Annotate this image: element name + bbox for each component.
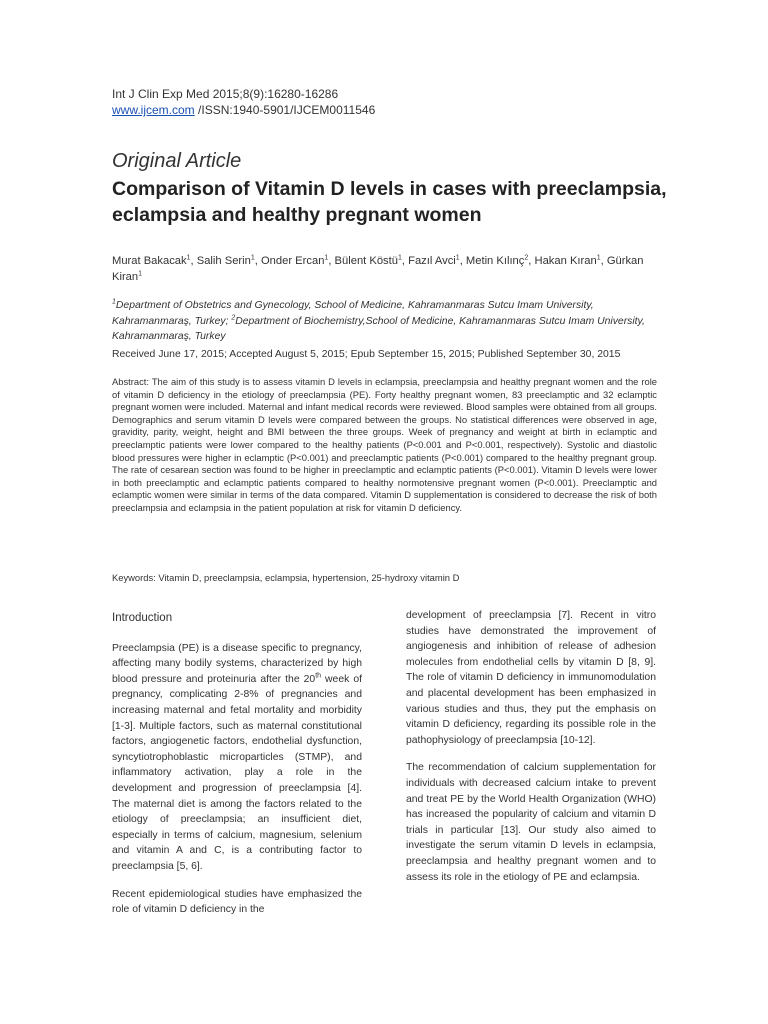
journal-header	[112, 86, 375, 118]
author: Murat Bakacak$^1$	[112, 254, 191, 267]
journal-issn: /ISSN:1940-5901/IJCEM0011546	[194, 103, 376, 117]
author: Bülent Köstü$^1$	[334, 254, 402, 267]
journal-citation: Int J Clin Exp Med 2015;8(9):16280-16286	[112, 87, 339, 101]
keywords	[112, 572, 657, 585]
affiliation-2: Department of Biochemistry,School of Medicine, Kahramanmaras Sutcu Imam University, Kahramanmaraş, Turkey	[112, 315, 645, 342]
author: Onder Ercan$^1$	[260, 254, 329, 267]
journal-url-link[interactable]: www.ijcem.com	[112, 103, 195, 117]
affiliations: $^1$Department of Obstetrics and Gynecology, School of Medicine, Kahramanmaras Sutcu Imam University, Kahramanmaraş, Turkey; $^2$Department of Biochemistry,School of Medicine, Kahramanmaras Sutcu Imam University, Kahramanmaraş, Turkey	[112, 298, 645, 342]
abstract	[112, 376, 657, 515]
author: Hakan Kıran$^1$	[534, 254, 601, 267]
author: Gürkan Kiran$^1$	[112, 255, 644, 283]
intro-paragraph-4: The recommendation of calcium supplementation for individuals with decreased calcium intake to prevent and treat PE by the World Health Organization (WHO) has increased the popularity of calcium and vitamin D trials in particular [13]. Our study also aimed to investigate the serum vitamin D levels in eclampsia, preeclampsia and healthy pregnant women and to assess its role in the etiology of PE and eclampsia.	[406, 762, 656, 883]
article-type: Original Article	[112, 150, 242, 172]
author-list: Murat Bakacak$^1$, Salih Serin$^1$, Onder Ercan$^1$, Bülent Köstü$^1$, Fazıl Avci$^1$, Metin Kılınç$^2$, Hakan Kıran$^1$, Gürkan Kiran$^1$	[112, 254, 644, 283]
section-heading-introduction: Introduction	[112, 612, 173, 624]
author: Salih Serin$^1$	[196, 254, 255, 267]
keywords-label: Keywords:	[112, 572, 159, 583]
affiliation-1: Department of Obstetrics and Gynecology, School of Medicine, Kahramanmaras Sutcu Imam University, Kahramanmaraş, Turkey;	[112, 300, 594, 327]
publication-dates: Received June 17, 2015; Accepted August 5, 2015; Epub September 15, 2015; Published September 30, 2015	[112, 349, 621, 360]
abstract-label: Abstract:	[112, 376, 152, 387]
body-column-left	[112, 608, 362, 930]
author: Metin Kılınç$^2$	[465, 254, 529, 267]
intro-paragraph-1: Preeclampsia (PE) is a disease specific to pregnancy, affecting many bodily systems, characterized by high blood pressure and proteinuria after the 20th week of pregnancy, complicating 2-8% of pregnancies and increasing maternal and fetal mortality and morbidity [1-3]. Multiple factors, such as maternal constitutional factors, angiogenetic factors, endothelial dysfunction, syncytiotrophoblastic microparticles (STMP), and inflammatory activation, play a role in the development and progression of preeclampsia [4]. The maternal diet is among the factors related to the etiology of preeclampsia; an insufficient diet, especially in terms of calcium, magnesium, selenium and vitamin A and C, is a contributing factor to preeclampsia [5, 6].	[112, 642, 362, 872]
author: Fazıl Avci$^1$	[408, 254, 460, 267]
keywords-text: Vitamin D, preeclampsia, eclampsia, hypertension, 25-hydroxy vitamin D	[158, 572, 460, 583]
abstract-text: The aim of this study is to assess vitamin D levels in eclampsia, preeclampsia and healthy pregnant women and the role of vitamin D deficiency in the etiology of preeclampsia (PE). Forty healthy pregnant women, 83 preeclamptic and 32 eclamptic pregnant women were included. Maternal and infant medical records were reviewed. Blood samples were obtained from all groups. Demographics and serum vitamin D levels were compared between the groups. No statistical differences were observed in age, gravidity, parity, weight, height and BMI between the three groups. Week of pregnancy and weight at birth in eclamptic and preeclamptic patients were lower compared to the healthy patients (P<0.001 and P<0.001, respectively). Systolic and diastolic blood pressures were higher in eclamptic (P<0.001) and preeclamptic patients (P<0.001) compared to the healthy pregnant group. The rate of cesarean section was found to be higher in preeclamptic and eclamptic patients (P<0.001). Vitamin D levels were lower in both preeclamptic and eclamptic patients compared to healthy normotensive pregnant women (P<0.001). Preeclamptic and eclamptic women were similar in terms of the data compared. Vitamin D supplementation is considered to decrease the risk of both preeclampsia and eclampsia in the patient population at risk for vitamin D deficiency.	[112, 376, 657, 513]
body-column-right	[406, 608, 656, 897]
journal-url-line	[112, 102, 375, 118]
intro-paragraph-2: Recent epidemiological studies have emphasized the role of vitamin D deficiency in the	[112, 888, 362, 916]
article-title: Comparison of Vitamin D levels in cases with preeclampsia, eclampsia and healthy pregnant women	[112, 178, 667, 226]
intro-paragraph-3: development of preeclampsia [7]. Recent in vitro studies have demonstrated the improvement of angiogenesis and inhibition of release of adhesion molecules from endothelial cells by vitamin D [8, 9]. The role of vitamin D deficiency in immunomodulation and placental development has been emphasized in various studies and thus, they put the emphasis on vitamin D deficiency, regarding its possible role in the pathophysiology of preeclampsia [10-12].	[406, 610, 656, 746]
